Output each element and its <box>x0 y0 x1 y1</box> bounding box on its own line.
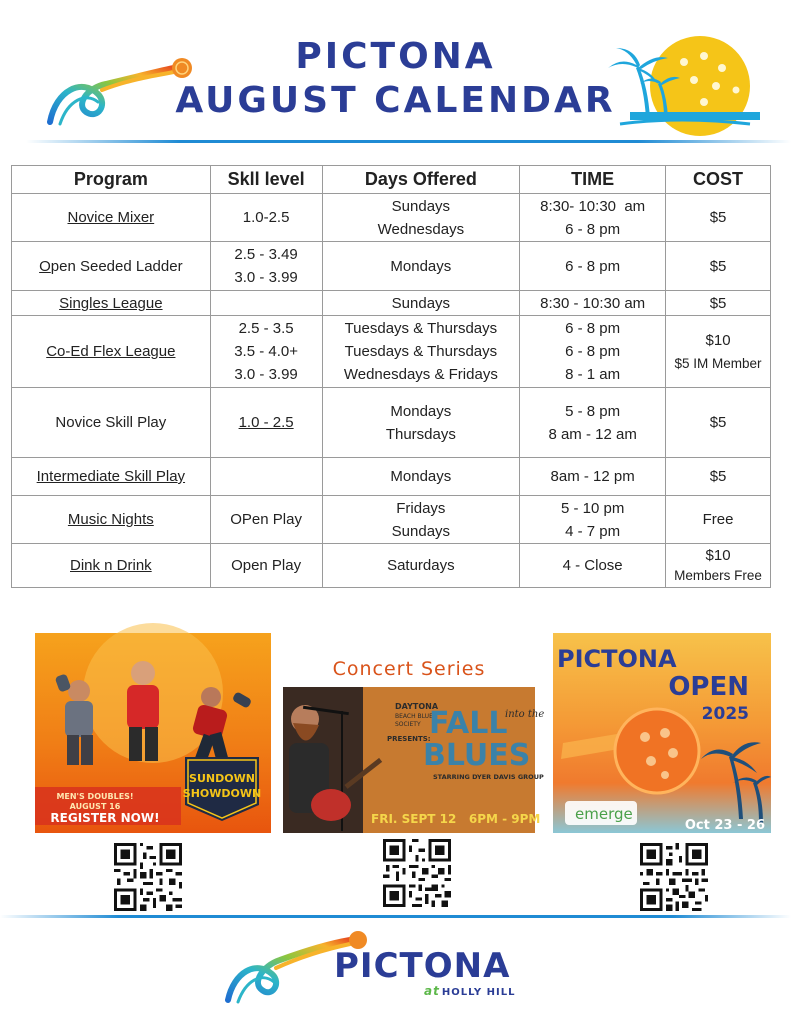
time-value: 6 - 8 pm <box>565 257 621 275</box>
open-dates-text: Oct 23 - 26 <box>684 818 765 833</box>
time-value: 5 - 8 pm <box>565 402 621 420</box>
days-cell <box>322 291 520 316</box>
column-header-cost: COST <box>666 166 771 194</box>
time-cell <box>520 291 666 316</box>
cost-value: Members Free <box>674 567 762 583</box>
venue-text-line-2: BEACH BLUES <box>395 713 437 720</box>
table-row <box>12 458 771 496</box>
register-now-text: REGISTER NOW! <box>50 811 160 825</box>
time-value: 8:30 - 10:30 am <box>540 294 646 312</box>
sundown-showdown-badge <box>183 757 261 821</box>
table-row <box>12 242 771 291</box>
page-title-line-1: PICTONA <box>295 36 496 77</box>
column-header-days-offered: Days Offered <box>322 166 520 194</box>
program-link[interactable]: Music Nights <box>12 496 211 544</box>
program-link[interactable]: Dink n Drink <box>12 544 211 588</box>
open-title-text: OPEN <box>668 672 749 702</box>
skill-value: 3.0 - 3.99 <box>234 269 298 286</box>
cost-cell <box>666 194 771 242</box>
venue-text-line-1: DAYTONA <box>395 702 439 711</box>
day-value: Mondays <box>390 402 452 420</box>
cost-value: $10 <box>705 546 731 564</box>
cost-value: $5 <box>709 468 727 485</box>
concert-series-promo[interactable] <box>283 687 545 833</box>
time-cell <box>520 496 666 544</box>
program-calendar-table <box>11 165 771 588</box>
footer-location <box>424 984 515 998</box>
cost-cell <box>666 291 771 316</box>
day-value: Wednesdays & Fridays <box>343 366 498 383</box>
time-cell <box>520 194 666 242</box>
days-cell <box>322 388 520 458</box>
palm-trees-icon <box>701 742 771 823</box>
time-value: 8:30- 10:30 am <box>540 197 646 215</box>
days-cell <box>322 316 520 388</box>
sundown-showdown-qr-code-icon[interactable] <box>114 843 182 911</box>
program-label-rest: pen Seeded Ladder <box>50 257 183 275</box>
program-link[interactable] <box>12 242 211 291</box>
time-value: 8 am - 12 am <box>548 425 637 443</box>
time-value: 4 - 7 pm <box>565 522 621 540</box>
blues-text: BLUES <box>423 738 531 773</box>
column-header-skill-level: Skll level <box>210 166 322 194</box>
skill-value: OPen Play <box>230 511 302 528</box>
table-row <box>12 496 771 544</box>
fall-text: FALL <box>429 706 508 741</box>
time-value: 5 - 10 pm <box>560 499 625 517</box>
time-cell <box>520 388 666 458</box>
days-cell <box>322 458 520 496</box>
skill-cell <box>210 194 322 242</box>
pictona-open-artwork <box>553 633 771 833</box>
cost-value: $5 <box>709 209 727 226</box>
days-cell <box>322 496 520 544</box>
sundown-showdown-artwork <box>35 633 271 833</box>
open-brand-text: PICTONA <box>557 645 677 673</box>
cost-cell <box>666 458 771 496</box>
concert-series-qr-code-icon[interactable] <box>383 839 451 907</box>
table-row <box>12 388 771 458</box>
open-year-text: 2025 <box>701 704 749 724</box>
program-link[interactable]: Singles League <box>12 291 211 316</box>
cost-value: $10 <box>705 331 731 349</box>
table-row <box>12 544 771 588</box>
skill-value: 1.0-2.5 <box>242 209 290 226</box>
skill-cell <box>210 291 322 316</box>
cost-value: $5 IM Member <box>674 355 762 371</box>
sundown-showdown-promo[interactable] <box>35 633 271 833</box>
cost-value: Free <box>702 511 734 528</box>
presents-text: PRESENTS: <box>387 735 431 743</box>
skill-cell <box>210 316 322 388</box>
cost-cell <box>666 242 771 291</box>
column-header-program: Program <box>12 166 211 194</box>
days-cell <box>322 242 520 291</box>
concert-series-heading: Concert Series <box>332 658 486 680</box>
concert-date-text: FRI. SEPT 12 6PM - 9PM <box>371 812 541 826</box>
time-value: 8 - 1 am <box>565 366 621 383</box>
page-header <box>0 0 791 150</box>
day-value: Wednesdays <box>377 220 465 238</box>
day-value: Thursdays <box>385 425 456 443</box>
badge-text-line-1: SUNDOWN <box>189 772 255 785</box>
starring-text: STARRING DYER DAVIS GROUP <box>433 773 544 781</box>
time-value: 8am - 12 pm <box>550 468 635 485</box>
program-link[interactable]: Intermediate Skill Play <box>12 458 211 496</box>
footer-brand-name: PICTONA <box>334 946 511 986</box>
skill-cell <box>210 458 322 496</box>
skill-value: 3.5 - 4.0+ <box>234 343 298 360</box>
skill-value: 2.5 - 3.5 <box>238 320 294 337</box>
table-row <box>12 316 771 388</box>
promo-tagline-1: MEN'S DOUBLES! <box>56 792 134 801</box>
footer-divider <box>0 915 791 918</box>
table-row <box>12 194 771 242</box>
column-header-time: TIME <box>520 166 666 194</box>
time-cell <box>520 242 666 291</box>
day-value: Saturdays <box>387 557 455 574</box>
footer-location-text: HOLLY HILL <box>441 987 516 998</box>
time-value: 6 - 8 pm <box>565 343 621 360</box>
cost-cell <box>666 388 771 458</box>
skill-cell <box>210 544 322 588</box>
sun-palm-tree-icon <box>600 28 760 128</box>
pictona-open-qr-code-icon[interactable] <box>640 843 708 911</box>
skill-value: 2.5 - 3.49 <box>234 246 298 263</box>
skill-cell <box>210 388 322 458</box>
cost-cell <box>666 316 771 388</box>
day-value: Sundays <box>391 197 451 215</box>
day-value: Mondays <box>390 468 452 485</box>
time-value: 4 - Close <box>562 557 623 574</box>
pictona-open-promo[interactable] <box>553 633 771 833</box>
day-value: Tuesdays & Thursdays <box>344 343 498 360</box>
day-value: Sundays <box>391 294 451 312</box>
table-row <box>12 291 771 316</box>
time-cell <box>520 544 666 588</box>
days-cell <box>322 194 520 242</box>
skill-value: 3.0 - 3.99 <box>234 366 298 383</box>
page-title-line-2: AUGUST CALENDAR <box>175 80 616 121</box>
day-value: Sundays <box>391 522 451 540</box>
venue-text-line-3: SOCIETY <box>395 721 421 728</box>
into-the-text: into the <box>505 709 545 720</box>
cost-value: $5 <box>709 414 727 431</box>
players-illustration <box>55 661 253 765</box>
cost-cell <box>666 496 771 544</box>
pickleball-icon <box>561 709 699 793</box>
skill-cell <box>210 242 322 291</box>
footer-at-text: at <box>424 984 440 998</box>
fall-into-the-blues-artwork <box>283 687 545 833</box>
day-value: Fridays <box>396 499 446 517</box>
program-link[interactable]: Co-Ed Flex League <box>12 316 211 388</box>
day-value: Mondays <box>390 257 452 275</box>
cost-cell <box>666 544 771 588</box>
skill-value: 1.0 - 2.5 <box>238 414 294 431</box>
day-value: Tuesdays & Thursdays <box>344 320 498 337</box>
time-cell <box>520 458 666 496</box>
program-initial: O <box>39 257 51 275</box>
badge-text-line-2: SHOWDOWN <box>182 787 262 800</box>
promo-tagline-2: AUGUST 16 <box>69 802 121 811</box>
table-header-row <box>12 166 771 194</box>
program-label: Novice Skill Play <box>12 388 211 458</box>
time-cell <box>520 316 666 388</box>
time-value: 6 - 8 pm <box>565 320 621 337</box>
header-divider <box>26 140 791 143</box>
cost-value: $5 <box>709 294 727 312</box>
skill-cell <box>210 496 322 544</box>
skill-value: Open Play <box>231 557 302 574</box>
program-link[interactable]: Novice Mixer <box>12 194 211 242</box>
emerge-sponsor-text: emerge <box>575 805 633 823</box>
cost-value: $5 <box>709 257 727 275</box>
time-value: 6 - 8 pm <box>565 220 621 238</box>
days-cell <box>322 544 520 588</box>
